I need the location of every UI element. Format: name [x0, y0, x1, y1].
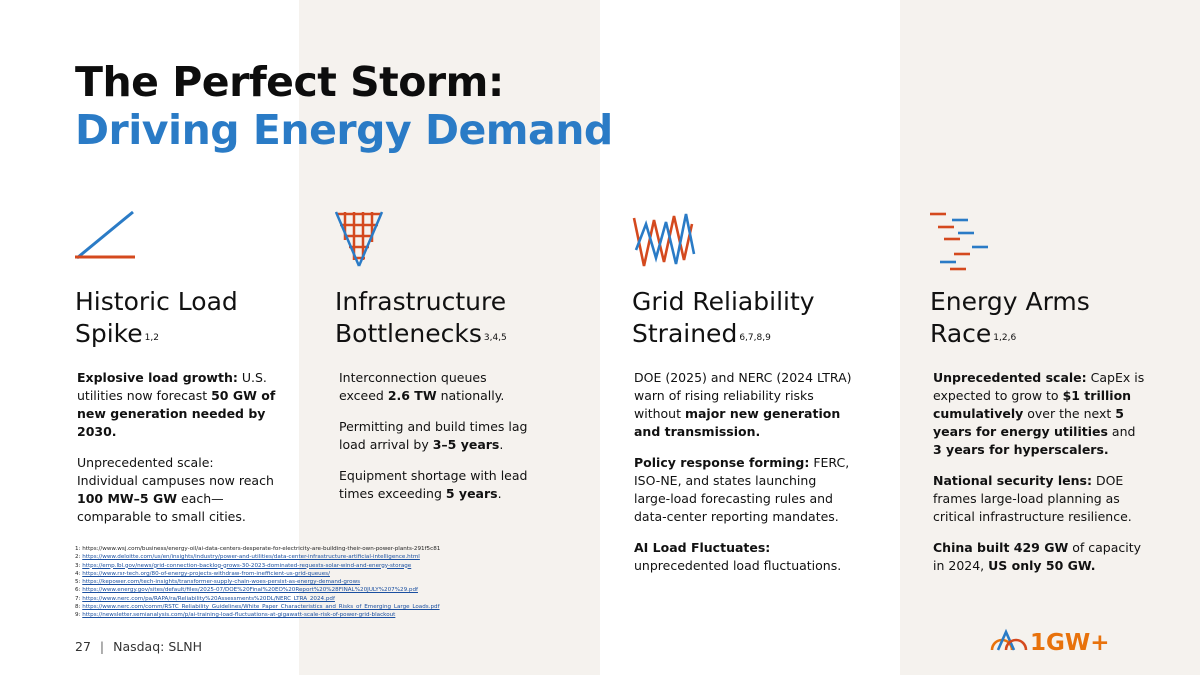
footnote-link[interactable]: https://www.nerc.com/pa/RAPA/ra/Reliability%20Assessments%20DL/NERC_LTRA_2024.pdf: [82, 595, 335, 602]
footnote-refs: 6,7,8,9: [739, 333, 771, 343]
page-subtitle: Driving Energy Demand: [75, 106, 613, 154]
zigzag-wave-icon: [632, 210, 696, 272]
page-footer: [75, 639, 202, 654]
paragraph: Permitting and build times lag load arrival by 3–5 years.: [339, 419, 528, 452]
footnote: 3: https://emp.lbl.gov/news/grid-connection-backlog-grows-30-2023-dominated-requests-solar-wind-and-energy-storage: [75, 562, 412, 569]
footnote-link[interactable]: https://kepower.com/tech-insights/transformer-supply-chain-woes-persist-as-energy-demand-grows: [82, 579, 361, 586]
footnote-link[interactable]: https://newsletter.semianalysis.com/p/ai-training-load-fluctuations-at-gigawatt-scale-risk-of-power-grid-blackout: [82, 612, 396, 619]
footnote-link[interactable]: https://emp.lbl.gov/news/grid-connection-backlog-grows-30-2023-dominated-requests-solar-wind-and-energy-storage: [82, 562, 412, 569]
footnotes: [75, 545, 440, 620]
heading-energy-arms-race: Energy Arms Race $^{1,2,6}$: [930, 287, 1090, 348]
heading-infrastructure-bottlenecks: Infrastructure Bottlenecks $^{3,4,5}$: [335, 287, 507, 348]
body-energy-arms-race: [933, 369, 1147, 588]
footnote: 9: https://newsletter.semianalysis.com/p/ai-training-load-fluctuations-at-gigawatt-scale-risk-of-power-grid-blackout: [75, 612, 396, 619]
page-number: 27: [75, 639, 91, 654]
body-historic-load-spike: [77, 369, 277, 539]
footnote: 6: https://www.energy.gov/sites/default/files/2025-07/DOE%20Final%20EO%20Report%20%28FINAL%20JULY%207%29.pdf: [75, 587, 418, 594]
paragraph: Policy response forming: FERC, ISO-NE, and states launching large-load forecasting rules and data-center reporting mandates.: [634, 455, 850, 524]
footnote: 8: https://www.nerc.com/comm/RSTC_Reliability_Guidelines/White_Paper_Characteristics_and_Risks_of_Emerging_Large_Loads.pdf: [75, 604, 440, 611]
company-logo: [988, 626, 1138, 660]
speed-dashes-icon: [930, 210, 992, 272]
heading-grid-reliability-strained: Grid Reliability Strained $^{6,7,8,9}$: [632, 287, 815, 348]
paragraph: Unprecedented scale: Individual campuses now reach 100 MW–5 GW each—comparable to small cities.: [77, 455, 274, 524]
footnote-link[interactable]: https://www.nerc.com/comm/RSTC_Reliability_Guidelines/White_Paper_Characteristics_and_Risks_of_Emerging_Large_Loads.pdf: [82, 604, 440, 611]
footer-separator: |: [99, 639, 105, 654]
page-title: The Perfect Storm:: [75, 58, 504, 106]
footnote: 1: https://www.wsj.com/business/energy-oil/ai-data-centers-desperate-for-electricity-are-building-their-own-power-plants-291f5c81: [75, 546, 441, 552]
body-grid-reliability-strained: [634, 369, 856, 588]
funnel-grid-icon: [335, 210, 385, 268]
paragraph: Explosive load growth: U.S. utilities now forecast 50 GW of new generation needed by 2030.: [77, 370, 276, 439]
heading-historic-load-spike: Historic Load Spike $^{1,2}$: [75, 287, 238, 348]
ticker: Nasdaq: SLNH: [113, 639, 202, 654]
paragraph: National security lens: DOE frames large-load planning as critical infrastructure resilience.: [933, 473, 1132, 524]
footnote: 4: https://www.rsr-tech.org/80-of-energy-projects-withdraw-from-inefficient-us-grid-queues/: [75, 570, 330, 577]
paragraph: DOE (2025) and NERC (2024 LTRA) warn of rising reliability risks without major new generation and transmission.: [634, 370, 852, 439]
footnote-link[interactable]: https://www.deloitte.com/us/en/insights/industry/power-and-utilities/data-center-infrastructure-artificial-intelligence.html: [82, 554, 420, 561]
footnote-refs: 1,2,6: [993, 333, 1017, 343]
paragraph: Equipment shortage with lead times exceeding 5 years.: [339, 468, 528, 501]
paragraph: AI Load Fluctuates: unprecedented load fluctuations.: [634, 540, 842, 573]
paragraph: Interconnection queues exceed 2.6 TW nationally.: [339, 370, 505, 403]
footnote: 2: https://www.deloitte.com/us/en/insights/industry/power-and-utilities/data-center-infrastructure-artificial-intelligence.html: [75, 554, 420, 561]
paragraph: Unprecedented scale: CapEx is expected to grow to $1 trillion cumulatively over the next 5 years for energy utilities and 3 years for hyperscalers.: [933, 370, 1145, 457]
paragraph: China built 429 GW of capacity in 2024, US only 50 GW.: [933, 540, 1142, 573]
body-infrastructure-bottlenecks: [339, 369, 529, 516]
footnote: 5: https://kepower.com/tech-insights/transformer-supply-chain-woes-persist-as-energy-demand-grows: [75, 579, 361, 586]
footnote-link[interactable]: https://www.wsj.com/business/energy-oil/ai-data-centers-desperate-for-electricity-are-building-their-own-power-plants-291f5c81: [82, 546, 441, 552]
trend-line-icon: [75, 210, 137, 262]
footnote-link[interactable]: https://www.energy.gov/sites/default/files/2025-07/DOE%20Final%20EO%20Report%20%28FINAL%20JULY%207%29.pdf: [82, 587, 418, 594]
footnote-refs: 1,2: [144, 333, 159, 343]
footnote: 7: https://www.nerc.com/pa/RAPA/ra/Reliability%20Assessments%20DL/NERC_LTRA_2024.pdf: [75, 595, 335, 602]
footnote-refs: 3,4,5: [483, 333, 507, 343]
logo-text: 1GW+: [1030, 630, 1110, 656]
footnote-link[interactable]: https://www.rsr-tech.org/80-of-energy-projects-withdraw-from-inefficient-us-grid-queues/: [82, 570, 330, 577]
